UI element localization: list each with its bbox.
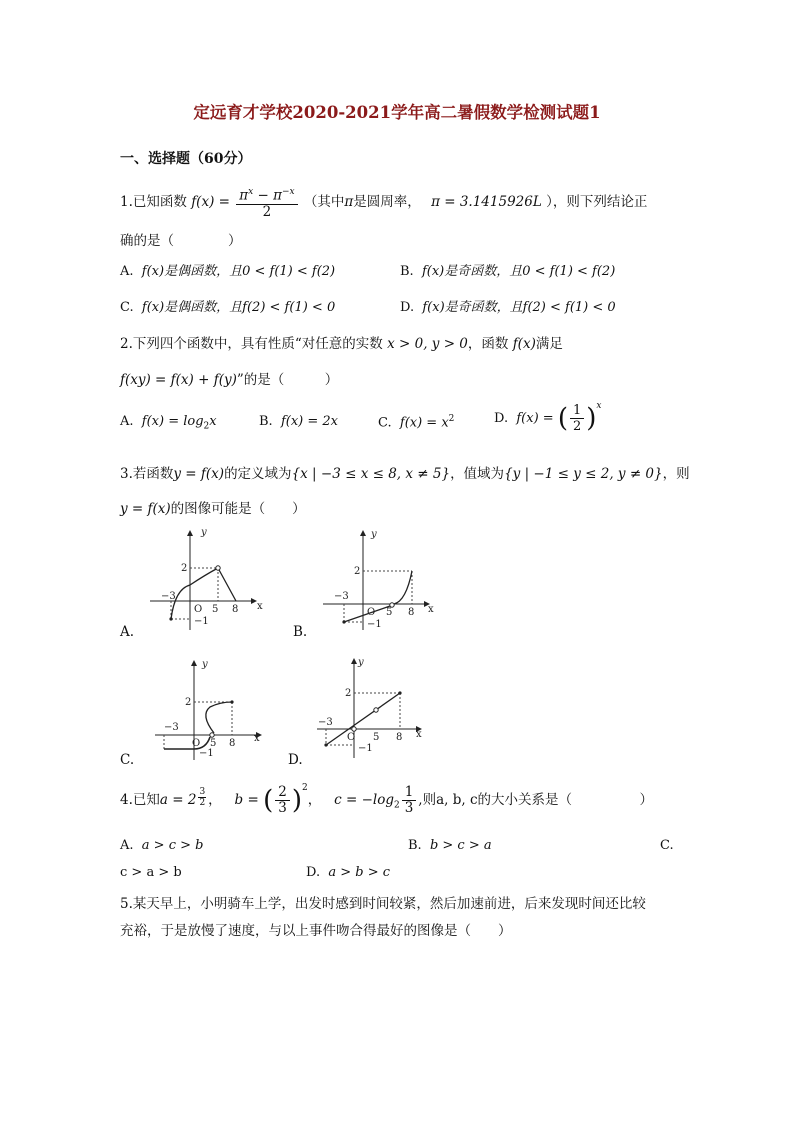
graph-b-tick-5: 5 <box>386 607 393 618</box>
question-4: 4.已知a = 2 $^{\frac{3}{2}}$ ， b = ( $\frac{2}{3}$ )$^2$， $c = -\log_2$ $\frac{1}{3}$ ,则a, b, c的大小关系是（ ） <box>120 783 654 816</box>
question-5: 5.某天早上，小明骑车上学，出发时感到时间较紧，然后加速前进，后来发现时间还比较 <box>120 896 646 912</box>
q3-domain: {x | −3 ≤ x ≤ 8, x ≠ 5} <box>291 466 451 482</box>
q4-option-d: D. a > b > c <box>306 865 391 880</box>
q2-option-a: A. $f(x) = \log_2x$ <box>120 414 217 432</box>
graph-d-ylabel: y <box>358 657 364 668</box>
question-2: 2.下列四个函数中，具有性质“对任意的实数 x > 0, y > 0，函数 f(x)满足 <box>120 336 563 352</box>
graph-d <box>312 655 432 760</box>
graph-d-tick-5: 5 <box>373 732 380 743</box>
q1-line2: 确的是（ ） <box>120 233 242 249</box>
graph-b-xlabel: x <box>428 604 434 615</box>
q1-option-d: D. f(x)是奇函数，且f(2) < f(1) < 0 <box>400 300 616 315</box>
page-title: 定远育才学校2020-2021学年高二暑假数学检测试题1 <box>193 103 601 122</box>
question-3: 3.若函数y = f(x)的定义域为{x | −3 ≤ x ≤ 8, x ≠ 5}，值域为{y | −1 ≤ y ≤ 2, y ≠ 0}，则 <box>120 466 690 482</box>
q2-property: f(xy) = f(x) + f(y) <box>120 372 237 388</box>
graph-d-tick-n1: −1 <box>358 743 373 754</box>
graph-b-tick-8: 8 <box>408 607 415 618</box>
q3-option-c-label: C. <box>120 752 135 768</box>
graph-a-tick-n1: −1 <box>194 616 209 627</box>
q1-pi-value: π = 3.1415926L <box>431 193 542 210</box>
graph-b-ylabel: y <box>371 529 377 540</box>
graph-d-tick-8: 8 <box>396 732 403 743</box>
q1-option-b: B. f(x)是奇函数，且0 < f(1) < f(2) <box>400 264 616 279</box>
q1-fx: f(x) = <box>191 193 230 210</box>
graph-c-tick-5: 5 <box>210 738 217 749</box>
graph-b-origin: O <box>367 607 376 618</box>
q3-option-b-label: B. <box>293 624 308 640</box>
q3-option-a-label: A. <box>120 624 135 640</box>
graph-d-origin: O <box>347 732 356 743</box>
graph-c-ylabel: y <box>202 659 208 670</box>
graph-d-tick-n3: −3 <box>318 717 333 728</box>
q5-line2: 充裕，于是放慢了速度，与以上事件吻合得最好的图像是（ ） <box>120 923 512 939</box>
q1-option-c: C. f(x)是偶函数，且f(2) < f(1) < 0 <box>120 300 336 315</box>
q4-option-a: A. a > c > b <box>120 838 204 853</box>
graph-a-tick-5: 5 <box>212 604 219 615</box>
graph-b-tick-n1: −1 <box>367 619 382 630</box>
graph-c-tick-2: 2 <box>185 697 192 708</box>
section-heading: 一、选择题（60分） <box>120 151 252 167</box>
q1-mid2: 是圆周率， <box>353 193 421 210</box>
q3-option-d-label: D. <box>288 752 303 768</box>
graph-b-tick-2: 2 <box>354 566 361 577</box>
q1-pi: π <box>344 193 354 210</box>
q1-number: 1. <box>120 193 133 210</box>
q1-fraction <box>236 185 297 220</box>
graph-c <box>150 657 270 762</box>
q1-post: ），则下列结论正 <box>546 193 648 210</box>
q3-range: {y | −1 ≤ y ≤ 2, y ≠ 0} <box>504 466 663 482</box>
graph-c-origin: O <box>192 738 201 749</box>
q3-line2: y = f(x)的图像可能是（ ） <box>120 501 306 517</box>
q2-option-d: D. f(x) = ( $\frac{1}{2}$ )$^x$ <box>494 401 602 434</box>
graph-a <box>145 527 265 632</box>
q2-condition: x > 0, y > 0 <box>387 336 468 352</box>
graph-a-tick-n3: −3 <box>161 591 176 602</box>
q4-option-b: B. b > c > a <box>408 838 492 853</box>
graph-a-ylabel: y <box>201 527 207 538</box>
q2-line2: f(xy) = f(x) + f(y)”的是（ ） <box>120 372 339 388</box>
q4-option-c-label: C. <box>660 838 674 853</box>
q2-option-c: C. $f(x) = x^2$ <box>378 414 455 431</box>
q1-pre: 已知函数 <box>132 193 187 210</box>
graph-a-origin: O <box>194 604 203 615</box>
graph-c-tick-n1: −1 <box>199 748 214 759</box>
graph-c-tick-8: 8 <box>229 738 236 749</box>
q2-option-b: B. f(x) = 2x <box>259 414 338 429</box>
q1-mid: （其中 <box>303 193 345 210</box>
graph-d-tick-2: 2 <box>345 688 352 699</box>
q1-numerator: $\pi^x - \pi^{-x}$ <box>236 185 297 205</box>
graph-c-xlabel: x <box>254 733 260 744</box>
graph-a-tick-8: 8 <box>232 604 239 615</box>
question-1 <box>120 185 647 220</box>
graph-c-tick-n3: −3 <box>164 722 179 733</box>
graph-a-tick-2: 2 <box>181 563 188 574</box>
q1-denominator: 2 <box>262 203 272 220</box>
graph-b <box>318 527 438 632</box>
graph-a-xlabel: x <box>257 601 263 612</box>
graph-b-tick-n3: −3 <box>334 591 349 602</box>
q1-option-a: A. f(x)是偶函数，且0 < f(1) < f(2) <box>120 264 336 279</box>
graph-d-xlabel: x <box>416 729 422 740</box>
q4-option-c: c > a > b <box>120 865 182 880</box>
